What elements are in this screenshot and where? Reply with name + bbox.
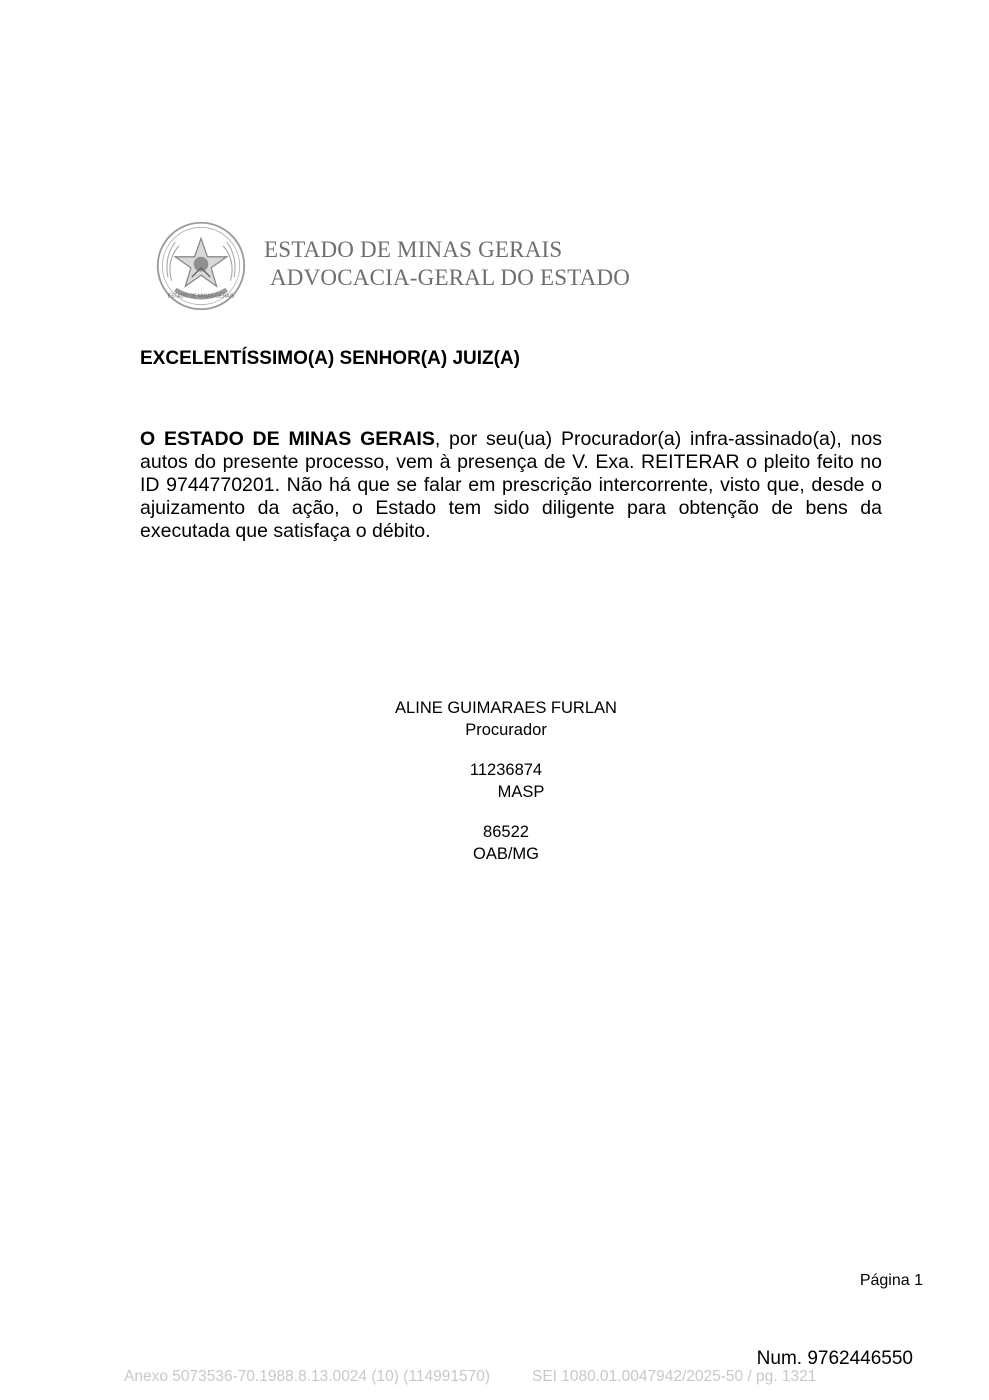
petition-text: , por seu(ua) Procurador(a) infra-assinado(a), nos autos do presente processo, vem à presença de V. Exa. REITERAR o pleito feito no ID 9744770201. Não há que se falar em prescrição intercorrente, visto que, desde o ajuizamento da ação, o Estado tem sido diligente para obtenção de bens da executada que satisfaça o débito.	[140, 428, 882, 542]
petition-party: O ESTADO DE MINAS GERAIS	[140, 428, 435, 450]
org-line-state: ESTADO DE MINAS GERAIS	[264, 237, 563, 262]
signer-role: Procurador	[465, 721, 547, 739]
oab-label: OAB/MG	[472, 845, 539, 863]
seal-text: ESTADO DE MINAS GERAIS	[167, 293, 235, 300]
state-seal-icon	[155, 220, 247, 312]
signer-name: ALINE GUIMARAES FURLAN	[395, 699, 617, 717]
document-number: Num. 9762446550	[756, 1348, 913, 1369]
masp-label: MASP	[497, 783, 545, 801]
page-number: Página 1	[859, 1272, 923, 1289]
addressee-heading: EXCELENTÍSSIMO(A) SENHOR(A) JUIZ(A)	[140, 348, 520, 369]
signature-block	[300, 697, 712, 865]
petition-body	[140, 428, 882, 543]
organization-header	[264, 236, 630, 292]
sei-reference: SEI 1080.01.0047942/2025-50 / pg. 1321	[531, 1368, 817, 1385]
org-line-agency: ADVOCACIA-GERAL DO ESTADO	[270, 265, 631, 290]
annex-reference: Anexo 5073536-70.1988.8.13.0024 (10) (114991570)	[124, 1368, 490, 1385]
masp-number: 11236874	[469, 761, 543, 779]
oab-number: 86522	[483, 823, 529, 841]
footer-reference	[124, 1368, 816, 1386]
